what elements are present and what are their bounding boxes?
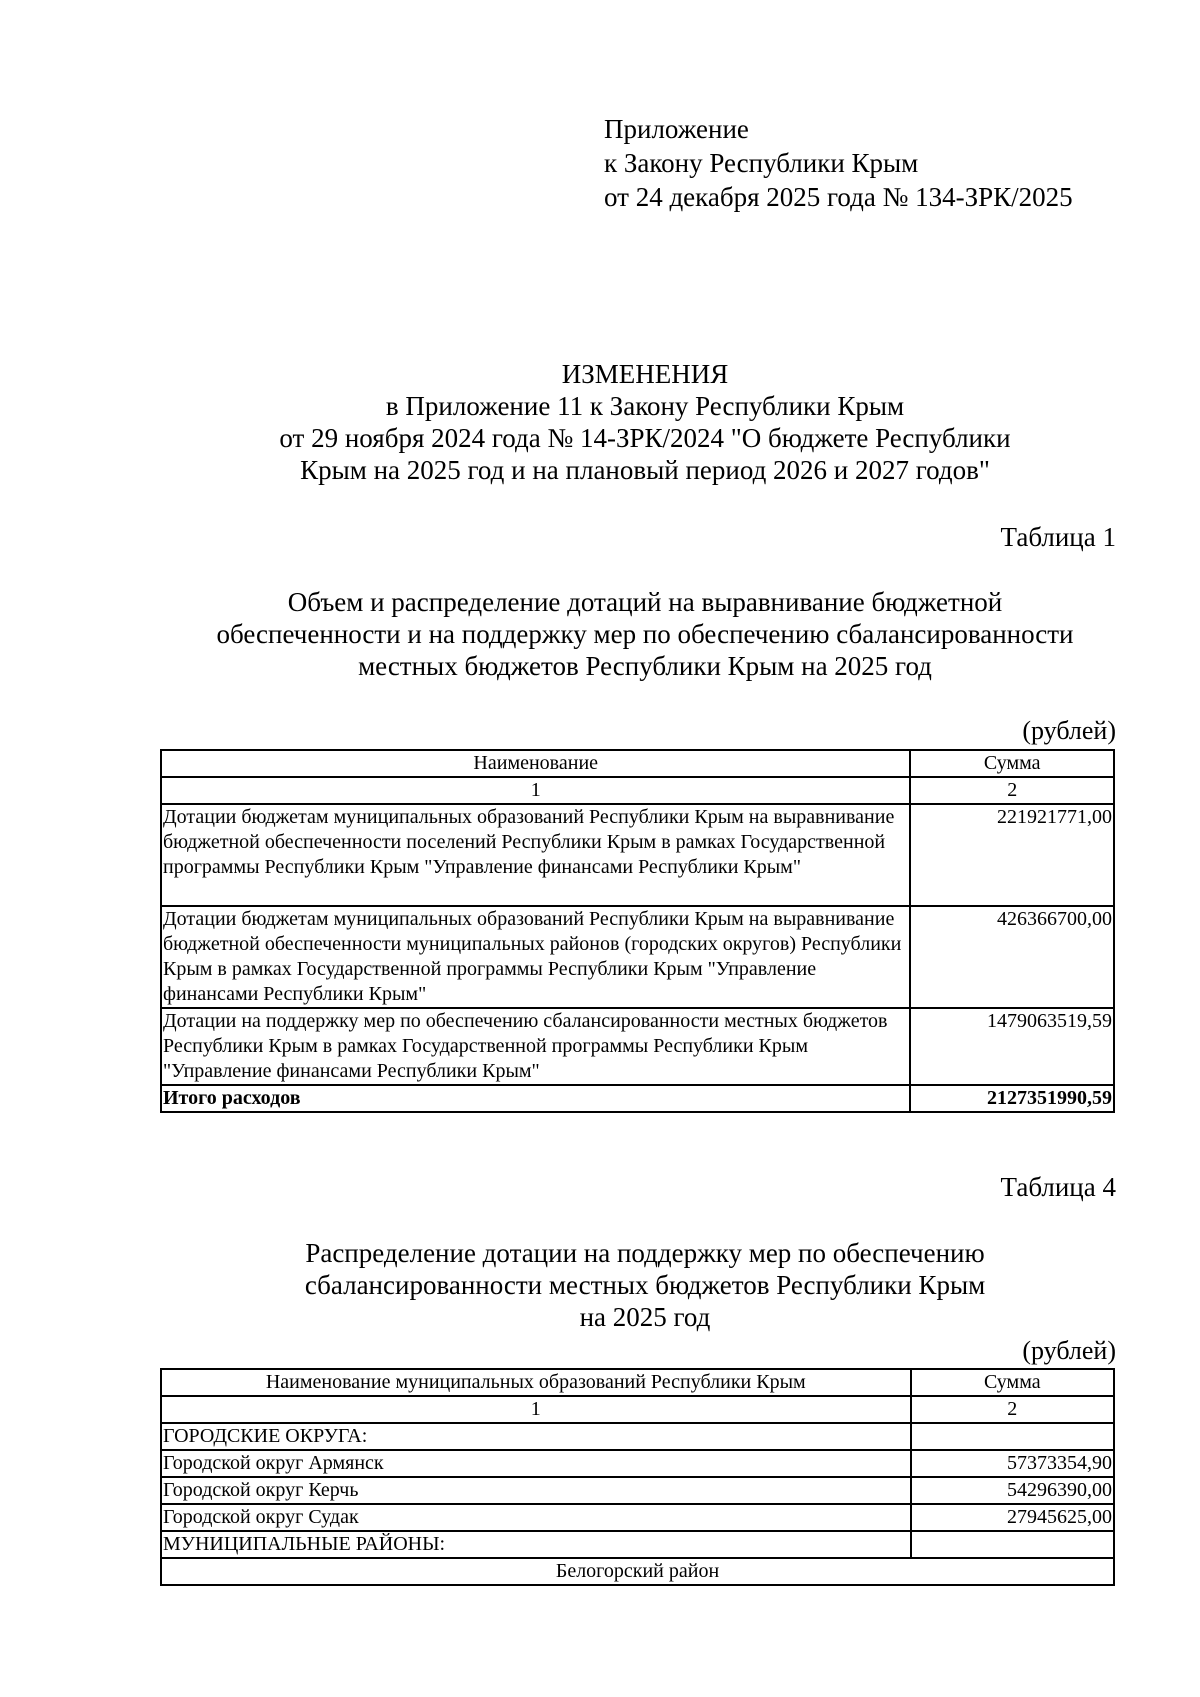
table1-col-sum: Сумма (910, 750, 1114, 777)
annex-line-2: к Закону Республики Крым (604, 148, 919, 178)
table4-col-name: Наименование муниципальных образований Республики Крым (161, 1369, 911, 1396)
table-row (161, 1504, 1114, 1531)
row-name: Дотации бюджетам муниципальных образований Республики Крым на выравнивание бюджетной обеспеченности муниципальных районов (городских округов) Республики Крым в рамках Государственной программы Республики Крым "Управление финансами Республики Крым" (161, 906, 910, 1008)
table-row (161, 804, 1114, 906)
table4-number-row (161, 1396, 1114, 1423)
table4-heading (0, 1237, 1200, 1333)
row-sum: 27945625,00 (911, 1504, 1114, 1531)
table1-heading (0, 586, 1200, 682)
table4-label: Таблица 4 (1000, 1172, 1116, 1202)
table-row (161, 1008, 1114, 1085)
row-sum: 221921771,00 (910, 804, 1114, 906)
row-name: Городской округ Судак (161, 1504, 911, 1531)
table1-num-1: 1 (161, 777, 910, 804)
title-line-4: Крым на 2025 год и на плановый период 2026 и 2027 годов" (300, 455, 990, 485)
table1-col-name: Наименование (161, 750, 910, 777)
title-line-1: ИЗМЕНЕНИЯ (561, 359, 729, 389)
table1-unit: (рублей) (1022, 716, 1116, 745)
table4-num-2: 2 (911, 1396, 1114, 1423)
table4-unit: (рублей) (1022, 1336, 1116, 1365)
table-row (161, 1477, 1114, 1504)
table1-heading-line-1: Объем и распределение дотаций на выравнивание бюджетной (287, 587, 1003, 617)
section-municipal-districts: МУНИЦИПАЛЬНЫЕ РАЙОНЫ: (161, 1531, 911, 1558)
title-line-2: в Приложение 11 к Закону Республики Крым (385, 391, 905, 421)
row-name: Дотации на поддержку мер по обеспечению сбалансированности местных бюджетов Республики Крым в рамках Государственной программы Республики Крым "Управление финансами Республики Крым" (161, 1008, 910, 1085)
table1-label: Таблица 1 (1000, 522, 1116, 552)
annex-line-3: от 24 декабря 2025 года № 134-ЗРК/2025 (604, 182, 1073, 212)
annex-line-1: Приложение (604, 114, 749, 144)
row-sum: 54296390,00 (911, 1477, 1114, 1504)
table4-header-row (161, 1369, 1114, 1396)
table4-heading-line-3: на 2025 год (579, 1302, 711, 1332)
district-row (161, 1558, 1114, 1585)
table4-heading-line-1: Распределение дотации на поддержку мер по обеспечению (305, 1238, 985, 1268)
table-row (161, 906, 1114, 1008)
table1-heading-line-2: обеспеченности и на поддержку мер по обеспечению сбалансированности (216, 619, 1074, 649)
section-row (161, 1423, 1114, 1450)
row-sum: 57373354,90 (911, 1450, 1114, 1477)
table1-header-row (161, 750, 1114, 777)
row-sum: 1479063519,59 (910, 1008, 1114, 1085)
row-name: Городской округ Армянск (161, 1450, 911, 1477)
section-city-districts: ГОРОДСКИЕ ОКРУГА: (161, 1423, 911, 1450)
section-empty-sum (911, 1423, 1114, 1450)
table-row (161, 1450, 1114, 1477)
table1 (160, 749, 1115, 1113)
row-name: Городской округ Керчь (161, 1477, 911, 1504)
table1-heading-line-3: местных бюджетов Республики Крым на 2025 год (358, 651, 932, 681)
table1-num-2: 2 (910, 777, 1114, 804)
document-title (0, 358, 1200, 486)
table4-num-1: 1 (161, 1396, 911, 1423)
table1-number-row (161, 777, 1114, 804)
table4-heading-line-2: сбалансированности местных бюджетов Республики Крым (304, 1270, 986, 1300)
section-empty-sum (911, 1531, 1114, 1558)
table4 (160, 1368, 1115, 1586)
total-label: Итого расходов (161, 1085, 910, 1112)
total-sum: 2127351990,59 (910, 1085, 1114, 1112)
row-name: Дотации бюджетам муниципальных образований Республики Крым на выравнивание бюджетной обеспеченности поселений Республики Крым в рамках Государственной программы Республики Крым "Управление финансами Республики Крым" (161, 804, 910, 906)
table4-col-sum: Сумма (911, 1369, 1114, 1396)
annex-header (604, 112, 1073, 214)
title-line-3: от 29 ноября 2024 года № 14-ЗРК/2024 "О бюджете Республики (279, 423, 1011, 453)
section-row (161, 1531, 1114, 1558)
row-sum: 426366700,00 (910, 906, 1114, 1008)
table1-total-row (161, 1085, 1114, 1112)
district-name: Белогорский район (161, 1558, 1114, 1585)
